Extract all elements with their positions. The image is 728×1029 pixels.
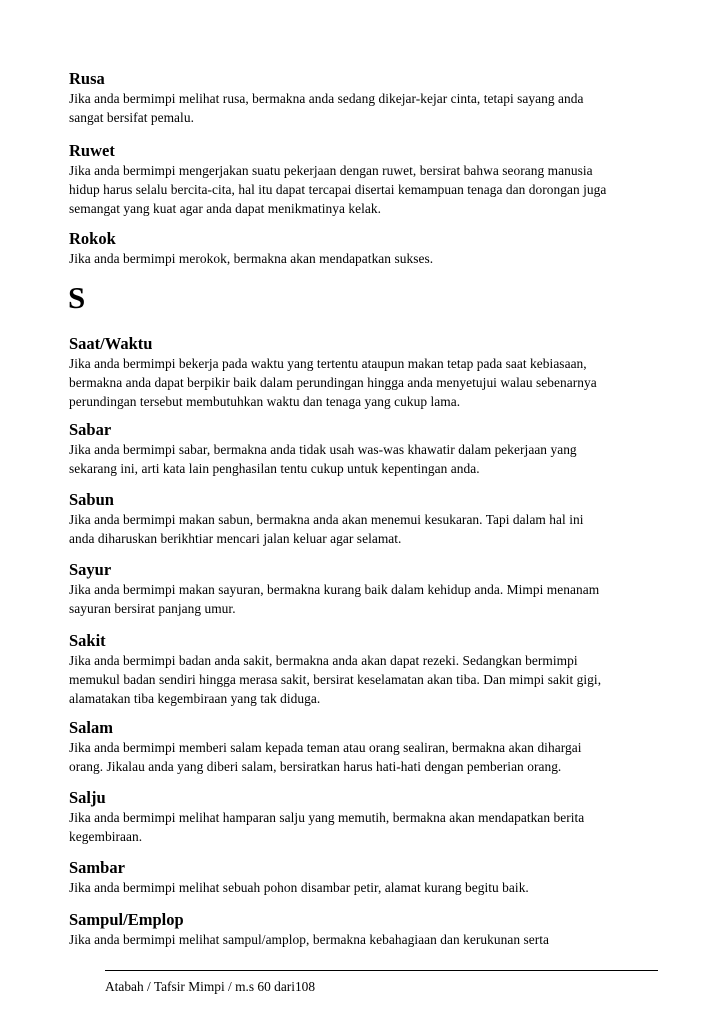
description-line: bermakna anda dapat berpikir baik dalam perundingan hingga anda menyetujui walau sebenarnya [69, 375, 597, 390]
entry-description [69, 580, 669, 618]
entry-sabun [69, 490, 669, 548]
entry-term: Rusa [69, 69, 105, 88]
entry-description [69, 440, 669, 478]
entry-salam [69, 718, 669, 776]
footer-divider [105, 970, 658, 971]
entry-rokok [69, 229, 669, 268]
entry-saat-waktu [69, 334, 669, 411]
entry-term: Ruwet [69, 141, 115, 160]
entry-term: Salam [69, 718, 114, 737]
entry-description [69, 89, 669, 127]
description-line: anda diharuskan berikhtiar mencari jalan keluar agar selamat. [69, 531, 402, 546]
page-footer: Atabah / Tafsir Mimpi / m.s 60 dari108 [105, 979, 316, 994]
description-line: memukul badan sendiri hingga merasa sakit, bersirat keselamatan akan tiba. Dan mimpi sakit gigi, [69, 672, 602, 687]
entry-sakit [69, 631, 669, 708]
description-line: semangat yang kuat agar anda dapat menikmatinya kelak. [69, 201, 382, 216]
description-line: sayuran bersirat panjang umur. [69, 601, 236, 616]
entry-description [69, 510, 669, 548]
entry-description [69, 878, 669, 897]
entry-description [69, 161, 669, 218]
entry-sabar [69, 420, 669, 478]
entry-description [69, 249, 669, 268]
description-line: orang. Jikalau anda yang diberi salam, bersiratkan harus hati-hati dengan pemberian orang. [69, 759, 562, 774]
entry-term: Sayur [69, 560, 112, 579]
description-line: Jika anda bermimpi melihat sampul/amplop, bermakna kebahagiaan dan kerukunan serta [69, 932, 550, 947]
description-line: Jika anda bermimpi sabar, bermakna anda tidak usah was-was khawatir dalam pekerjaan yang [69, 442, 577, 457]
entry-term: Salju [69, 788, 106, 807]
description-line: Jika anda bermimpi makan sayuran, bermakna kurang baik dalam kehidup anda. Mimpi menanam [69, 582, 600, 597]
description-line: Jika anda bermimpi memberi salam kepada teman atau orang sealiran, bermakna akan dihargai [69, 740, 582, 755]
entry-description [69, 930, 669, 949]
description-line: kegembiraan. [69, 829, 143, 844]
entry-sampul-emplop [69, 910, 669, 949]
entry-term: Sambar [69, 858, 125, 877]
entry-term: Rokok [69, 229, 116, 248]
entry-term: Sabun [69, 490, 114, 509]
section-letter: S [68, 280, 86, 315]
description-line: Jika anda bermimpi melihat rusa, bermakna anda sedang dikejar-kejar cinta, tetapi sayang anda [69, 91, 584, 106]
entry-description [69, 738, 669, 776]
entry-description [69, 354, 669, 411]
entry-term: Sampul/Emplop [69, 910, 184, 929]
description-line: Jika anda bermimpi badan anda sakit, bermakna anda akan dapat rezeki. Sedangkan bermimpi [69, 653, 578, 668]
entry-term: Saat/Waktu [69, 334, 153, 353]
description-line: Jika anda bermimpi merokok, bermakna akan mendapatkan sukses. [69, 251, 434, 266]
entry-term: Sabar [69, 420, 112, 439]
description-line: Jika anda bermimpi mengerjakan suatu pekerjaan dengan ruwet, bersirat bahwa seorang manusia [69, 163, 593, 178]
description-line: hidup harus selalu bercita-cita, hal itu dapat tercapai disertai kemampuan tenaga dan dorongan juga [69, 182, 607, 197]
description-line: sangat bersifat pemalu. [69, 110, 194, 125]
entry-ruwet [69, 141, 669, 218]
description-line: alamatakan tiba kegembiraan yang tak diduga. [69, 691, 321, 706]
description-line: Jika anda bermimpi melihat sebuah pohon disambar petir, alamat kurang begitu baik. [69, 880, 529, 895]
entry-term: Sakit [69, 631, 106, 650]
entry-description [69, 651, 669, 708]
entry-sayur [69, 560, 669, 618]
description-line: Jika anda bermimpi melihat hamparan salju yang memutih, bermakna akan mendapatkan berita [69, 810, 585, 825]
entry-salju [69, 788, 669, 846]
description-line: perundingan tersebut membutuhkan waktu dan tenaga yang cukup lama. [69, 394, 461, 409]
entry-rusa [69, 69, 669, 127]
description-line: Jika anda bermimpi makan sabun, bermakna anda akan menemui kesukaran. Tapi dalam hal ini [69, 512, 584, 527]
description-line: Jika anda bermimpi bekerja pada waktu yang tertentu ataupun makan tetap pada saat kebiasaan, [69, 356, 587, 371]
entry-description [69, 808, 669, 846]
description-line: sekarang ini, arti kata lain penghasilan tentu cukup untuk kepentingan anda. [69, 461, 480, 476]
entry-sambar [69, 858, 669, 897]
